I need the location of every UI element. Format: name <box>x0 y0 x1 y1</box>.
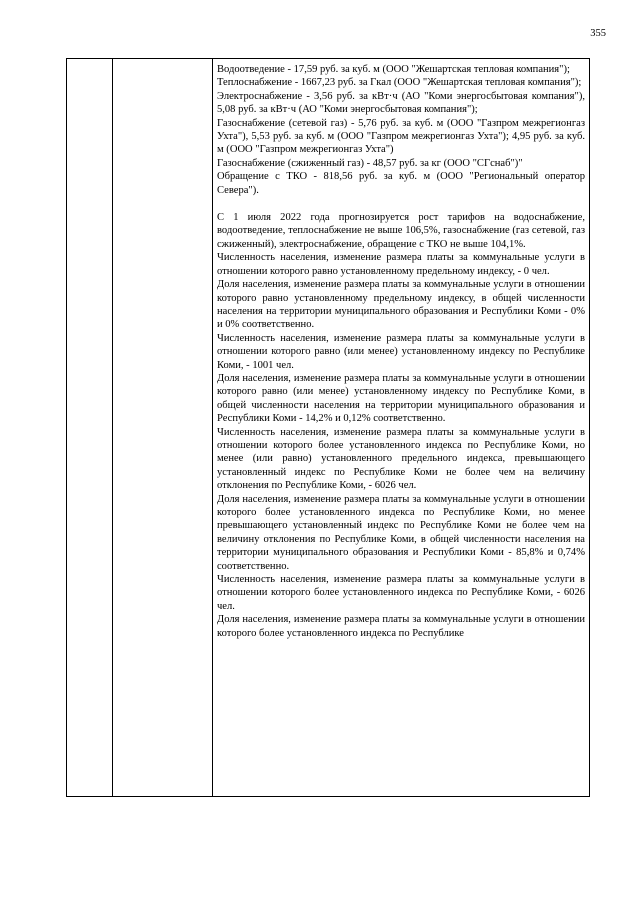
paragraph-share-within-index: Доля населения, изменение размера платы за коммунальные услуги в отношении которого равно (или менее) установленному индексу по Республике Коми, в общей численности населения на территории муниципального образования и Республики Коми - 14,2% и 0,12% соответственно. <box>217 372 585 425</box>
document-table <box>66 58 590 797</box>
paragraph-population-within-deviation: Численность населения, изменение размера платы за коммунальные услуги в отношении которого более установленного индекса по Республике Коми, но менее (или равно) установленного предельного индекса, превышающего установленный индекс по Республике Коми не более чем на величину отклонения по Республике Коми, - 6026 чел. <box>217 426 585 492</box>
paragraph-tariff-forecast: С 1 июля 2022 года прогнозируется рост тарифов на водоснабжение, водоотведение, теплоснабжение не выше 106,5%, газоснабжение (газ сетевой, газ сжиженный), электроснабжение, обращение с ТКО не выше 104,1%. <box>217 212 585 250</box>
table-column-content <box>213 59 589 796</box>
paragraph-share-equal-limit: Доля населения, изменение размера платы за коммунальные услуги в отношении которого равно установленному предельному индексу, в общей численности населения на территории муниципального образования и Республики Коми - 0% и 0% соответственно. <box>217 279 585 331</box>
paragraph-population-equal-limit: Численность населения, изменение размера платы за коммунальные услуги в отношении которого равно установленному предельному индексу, - 0 чел. <box>217 252 585 277</box>
tariff-electricity: Электроснабжение - 3,56 руб. за кВт·ч (АО "Коми энергосбытовая компания"), 5,08 руб. за кВт·ч (АО "Коми энергосбытовая компания"); <box>217 90 585 116</box>
tariff-solid-waste: Обращение с ТКО - 818,56 руб. за куб. м (ООО "Региональный оператор Севера"). <box>217 171 585 196</box>
tariff-liquefied-gas: Газоснабжение (сжиженный газ) - 48,57 руб. за кг (ООО "СГснаб")" <box>217 157 523 169</box>
page-number: 355 <box>590 28 606 39</box>
tariff-network-gas: Газоснабжение (сетевой газ) - 5,76 руб. за куб. м (ООО "Газпром межрегионгаз Ухта"), 5,53 руб. за куб. м (ООО "Газпром межрегионгаз Ухта"); 4,95 руб. за куб. м (ООО "Газпром межрегионгаз Ухта") <box>217 117 585 156</box>
paragraph-population-within-index: Численность населения, изменение размера платы за коммунальные услуги в отношении которого равно (или менее) установленному индексу по Республике Коми, - 1001 чел. <box>217 332 585 371</box>
paragraph-spacer <box>217 197 585 211</box>
tariff-heat-supply: Теплоснабжение - 1667,23 руб. за Гкал (ООО "Жешартская тепловая компания"); <box>217 77 582 89</box>
paragraph-population-above-index: Численность населения, изменение размера платы за коммунальные услуги в отношении которого более установленного индекса по Республике Коми, - 6026 чел. <box>217 574 585 612</box>
table-column-number <box>67 59 113 796</box>
paragraph-share-within-deviation: Доля населения, изменение размера платы за коммунальные услуги в отношении которого более установленного индекса по Республике Коми, но менее превышающего установленный индекс по Республике Коми не более чем на величину отклонения по Республике Коми, в общей численности населения на территории муниципального образования и Республики Коми - 85,8% и 0,74% соответственно. <box>217 493 585 572</box>
tariff-water-disposal: Водоотведение - 17,59 руб. за куб. м (ООО "Жешартская тепловая компания"); <box>217 64 570 75</box>
paragraph-share-above-index: Доля населения, изменение размера платы за коммунальные услуги в отношении которого более установленного индекса по Республике <box>217 614 585 639</box>
table-column-name <box>112 59 213 796</box>
